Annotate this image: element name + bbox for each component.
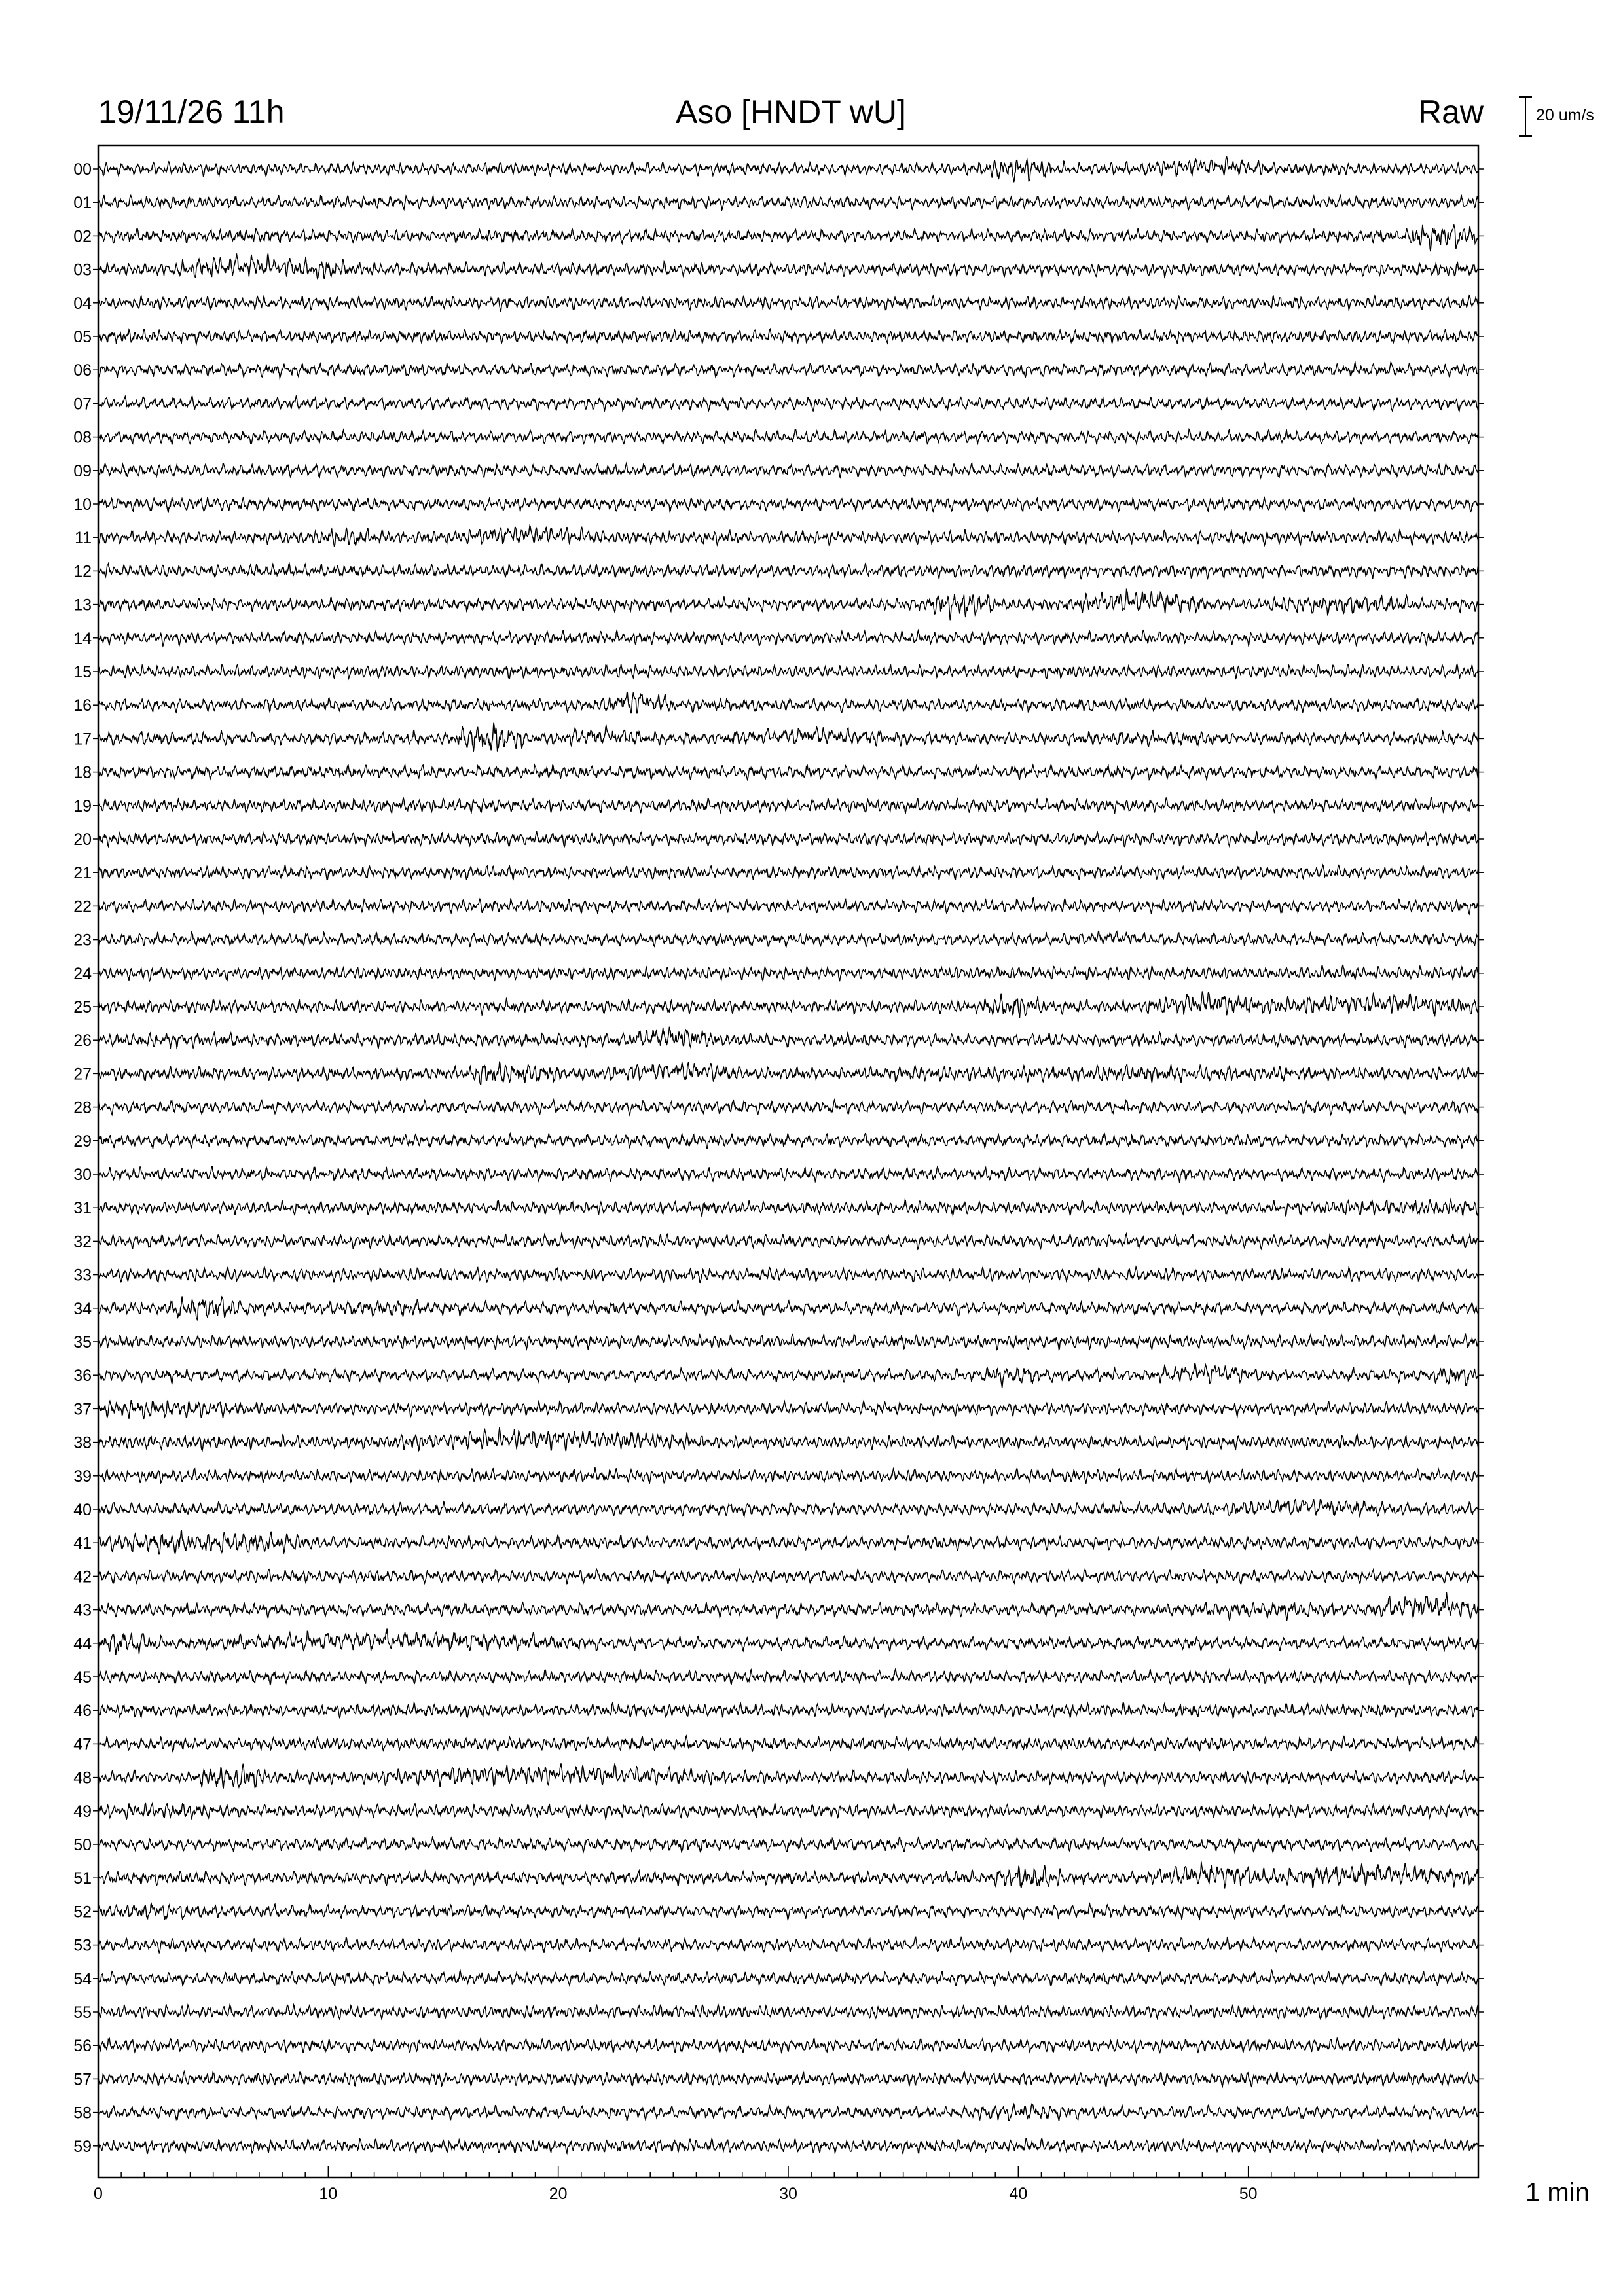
row-label-55: 55 [73,2003,92,2022]
row-label-07: 07 [73,395,92,414]
trace-row-57 [98,2072,1478,2087]
trace-row-03 [98,253,1478,279]
trace-row-04 [98,295,1478,311]
trace-row-42 [98,1569,1478,1584]
row-label-31: 31 [73,1199,92,1218]
trace-row-48 [98,1763,1478,1787]
trace-row-15 [98,664,1478,679]
row-label-46: 46 [73,1702,92,1721]
row-label-24: 24 [73,964,92,983]
row-label-59: 59 [73,2137,92,2156]
row-label-09: 09 [73,461,92,480]
row-label-01: 01 [73,194,92,213]
trace-row-37 [98,1400,1478,1419]
trace-row-35 [98,1334,1478,1350]
row-label-20: 20 [73,831,92,849]
trace-row-10 [98,497,1478,512]
trace-row-56 [98,2037,1478,2053]
trace-row-50 [98,1836,1478,1852]
trace-row-21 [98,865,1478,880]
trace-row-09 [98,463,1478,478]
trace-row-41 [98,1531,1478,1554]
row-label-47: 47 [73,1735,92,1754]
row-label-08: 08 [73,428,92,447]
time-unit-label: 1 min [1525,2178,1590,2207]
row-label-51: 51 [73,1869,92,1888]
row-label-35: 35 [73,1333,92,1352]
row-label-04: 04 [73,294,92,313]
row-label-52: 52 [73,1903,92,1922]
trace-row-31 [98,1199,1478,1215]
row-label-03: 03 [73,260,92,279]
plot-frame [98,145,1478,2178]
trace-row-46 [98,1702,1478,1719]
trace-row-17 [98,723,1478,752]
trace-row-20 [98,831,1478,847]
trace-row-05 [98,329,1478,344]
row-label-10: 10 [73,495,92,514]
trace-row-00 [98,157,1478,183]
row-label-37: 37 [73,1400,92,1419]
x-tick-label: 40 [1009,2185,1028,2203]
row-label-58: 58 [73,2104,92,2123]
row-label-50: 50 [73,1836,92,1854]
row-label-25: 25 [73,998,92,1016]
row-label-34: 34 [73,1299,92,1318]
row-label-48: 48 [73,1768,92,1787]
trace-row-28 [98,1100,1478,1115]
trace-row-58 [98,2104,1478,2121]
trace-row-49 [98,1803,1478,1820]
row-label-56: 56 [73,2037,92,2056]
row-label-26: 26 [73,1031,92,1050]
trace-row-08 [98,429,1478,445]
row-label-12: 12 [73,562,92,581]
trace-row-52 [98,1903,1478,1920]
trace-row-02 [98,224,1478,251]
trace-row-07 [98,396,1478,411]
x-tick-label: 20 [549,2185,568,2203]
date-hour-label: 19/11/26 11h [98,94,285,130]
trace-row-33 [98,1267,1478,1283]
trace-row-53 [98,1937,1478,1953]
trace-row-01 [98,195,1478,210]
row-label-17: 17 [73,730,92,749]
trace-row-16 [98,692,1478,713]
row-label-39: 39 [73,1467,92,1486]
trace-row-30 [98,1166,1478,1182]
row-label-32: 32 [73,1232,92,1251]
row-label-21: 21 [73,864,92,883]
trace-row-14 [98,630,1478,646]
trace-row-25 [98,992,1478,1018]
row-label-33: 33 [73,1266,92,1285]
trace-row-47 [98,1736,1478,1752]
trace-row-22 [98,898,1478,914]
x-tick-label: 10 [319,2185,338,2203]
row-label-42: 42 [73,1568,92,1587]
row-label-13: 13 [73,596,92,615]
trace-row-23 [98,931,1478,946]
chart-title: Aso [HNDT wU] [676,94,906,130]
row-label-57: 57 [73,2070,92,2089]
trace-row-38 [98,1427,1478,1451]
trace-row-59 [98,2138,1478,2153]
row-label-05: 05 [73,328,92,346]
row-label-23: 23 [73,931,92,950]
trace-row-40 [98,1499,1478,1516]
mode-label: Raw [1418,94,1484,130]
row-label-36: 36 [73,1367,92,1386]
trace-row-55 [98,2004,1478,2019]
row-label-49: 49 [73,1802,92,1821]
trace-row-26 [98,1027,1478,1049]
trace-row-45 [98,1669,1478,1685]
row-label-06: 06 [73,361,92,380]
row-label-28: 28 [73,1098,92,1117]
trace-row-27 [98,1062,1478,1085]
row-label-54: 54 [73,1969,92,1988]
row-label-30: 30 [73,1166,92,1184]
row-label-27: 27 [73,1065,92,1084]
trace-row-39 [98,1467,1478,1484]
row-label-19: 19 [73,797,92,816]
trace-row-06 [98,363,1478,378]
amplitude-scale-label: 20 um/s [1536,106,1594,124]
x-tick-label: 30 [779,2185,797,2203]
row-label-43: 43 [73,1601,92,1620]
trace-row-54 [98,1971,1478,1986]
row-label-18: 18 [73,763,92,782]
row-label-02: 02 [73,227,92,246]
row-label-11: 11 [75,529,92,548]
trace-row-51 [98,1861,1478,1888]
trace-row-13 [98,590,1478,620]
trace-row-34 [98,1297,1478,1321]
trace-row-29 [98,1134,1478,1149]
row-label-29: 29 [73,1132,92,1151]
row-label-45: 45 [73,1668,92,1687]
row-label-41: 41 [73,1534,92,1553]
row-label-15: 15 [73,663,92,681]
trace-row-32 [98,1234,1478,1249]
row-label-14: 14 [73,629,92,648]
row-label-40: 40 [73,1501,92,1519]
row-label-38: 38 [73,1433,92,1452]
trace-row-24 [98,965,1478,981]
row-label-44: 44 [73,1634,92,1653]
x-tick-label: 50 [1239,2185,1258,2203]
row-label-00: 00 [73,160,92,179]
trace-row-19 [98,798,1478,814]
trace-row-12 [98,564,1478,579]
row-label-16: 16 [73,696,92,715]
row-label-53: 53 [73,1936,92,1955]
trace-row-11 [98,526,1478,547]
trace-row-36 [98,1363,1478,1388]
row-label-22: 22 [73,897,92,916]
trace-row-44 [98,1629,1478,1655]
trace-row-18 [98,765,1478,780]
x-tick-label: 0 [94,2185,103,2203]
trace-row-43 [98,1592,1478,1621]
